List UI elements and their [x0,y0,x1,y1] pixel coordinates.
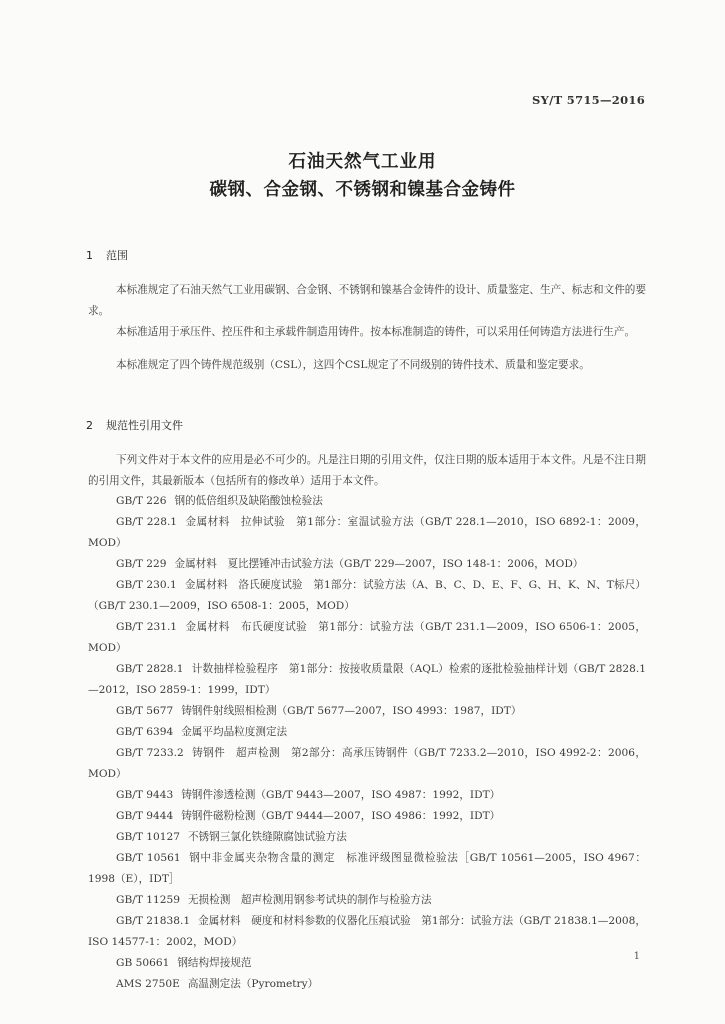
reference-title: 钢结构焊接规范 [177,957,252,969]
scope-paragraph: 本标准适用于承压件、控压件和主承载件制造用铸件。按本标准制造的铸件，可以采用任何铸造方法进行生产。 [116,326,636,338]
reference-title: 金属材料 硬度和材料参数的仪器化压痕试验 第1部分：试验方法（GB/T 21838.1—2008，ISO 14577-1：2002，MOD） [88,915,646,948]
reference-code: GB/T 10127 [116,831,180,843]
reference-code: GB/T 230.1 [116,579,177,591]
document-title-line-1: 石油天然气工业用 [288,152,437,172]
reference-item [88,848,646,890]
reference-item [88,575,646,617]
reference-item [88,953,646,974]
reference-code: GB/T 21838.1 [116,915,191,927]
reference-title: 钢中非金属夹杂物含量的测定 标准评级图显微检验法［GB/T 10561—2005，ISO 4967：1998（E），IDT］ [88,852,646,885]
section-2-number: 2 [86,419,93,432]
reference-title: 金属材料 洛氏硬度试验 第1部分：试验方法（A、B、C、D、E、F、G、H、K、N、T标尺）（GB/T 230.1—2009，ISO 6508-1：2005，MOD） [88,579,647,612]
reference-code: GB/T 231.1 [116,621,178,633]
reference-code: GB/T 5677 [116,705,174,717]
reference-title: 金属材料 夏比摆锤冲击试验方法（GB/T 229—2007，ISO 148-1：2006，MOD） [174,558,584,570]
document-code: SY/T 5715—2016 [532,93,645,107]
scope-paragraph: 本标准规定了四个铸件规范级别（CSL），这四个CSL规定了不同级别的铸件技术、质量和鉴定要求。 [116,359,590,371]
reference-title: 钢的低倍组织及缺陷酸蚀检验法 [174,495,323,507]
reference-item [88,890,646,911]
reference-code: GB/T 229 [116,558,167,570]
section-1-heading [86,247,128,263]
section-2-heading [86,417,183,433]
reference-title: 金属材料 拉伸试验 第1部分：室温试验方法（GB/T 228.1—2010，ISO 6892-1：2009，MOD） [88,516,647,549]
section-1-title: 范围 [106,249,128,262]
reference-code: GB 50661 [116,957,170,969]
reference-title: 金属材料 布氏硬度试验 第1部分：试验方法（GB/T 231.1—2009，ISO 6506-1：2005，MOD） [88,621,647,654]
page-number: 1 [633,951,640,962]
reference-item [88,827,646,848]
reference-item [88,617,646,659]
reference-code: AMS 2750E [116,978,180,990]
reference-title: 高温测定法（Pyrometry） [187,978,319,990]
reference-code: GB/T 9444 [116,810,174,822]
reference-code: GB/T 11259 [116,894,180,906]
reference-title: 铸钢件磁粉检测（GB/T 9444—2007，ISO 4986：1992，IDT） [181,810,501,822]
reference-code: GB/T 10561 [116,852,181,864]
reference-title: 无损检测 超声检测用钢参考试块的制作与检验方法 [187,894,432,906]
reference-code: GB/T 2828.1 [116,663,184,675]
reference-item [88,911,646,953]
reference-item [88,722,646,743]
reference-code: GB/T 9443 [116,789,174,801]
reference-item [88,743,646,785]
reference-code: GB/T 6394 [116,726,174,738]
reference-item [88,701,646,722]
reference-title: 铸钢件 超声检测 第2部分：高承压铸钢件（GB/T 7233.2—2010，ISO 4992-2：2006，MOD） [88,747,646,780]
reference-code: GB/T 226 [116,495,167,507]
reference-code: GB/T 228.1 [116,516,178,528]
reference-title: 计数抽样检验程序 第1部分：按接收质量限（AQL）检索的逐批检验抽样计划（GB/T 2828.1—2012，ISO 2859-1：1999，IDT） [88,663,646,696]
reference-code: GB/T 7233.2 [116,747,184,759]
reference-item [88,785,646,806]
reference-item [88,974,646,995]
reference-title: 铸钢件渗透检测（GB/T 9443—2007，ISO 4987：1992，IDT） [181,789,501,801]
reference-title: 不锈钢三氯化铁缝隙腐蚀试验方法 [187,831,347,843]
references-intro: 下列文件对于本文件的应用是必不可少的。凡是注日期的引用文件，仅注日期的版本适用于本文件。凡是不注日期的引用文件，其最新版本（包括所有的修改单）适用于本文件。 [88,454,646,487]
scope-paragraph: 本标准规定了石油天然气工业用碳钢、合金钢、不锈钢和镍基合金铸件的设计、质量鉴定、生产、标志和文件的要求。 [88,284,646,317]
reference-item [88,659,646,701]
section-2-title: 规范性引用文件 [106,419,183,432]
reference-item [88,512,646,554]
reference-list [88,491,646,995]
reference-title: 铸钢件射线照相检测（GB/T 5677—2007，ISO 4993：1987，IDT） [181,705,522,717]
document-title-line-2: 碳钢、合金钢、不锈钢和镍基合金铸件 [209,180,516,200]
reference-item [88,806,646,827]
section-1-number: 1 [86,249,93,262]
reference-item [88,491,646,512]
reference-item [88,554,646,575]
reference-title: 金属平均晶粒度测定法 [181,726,288,738]
